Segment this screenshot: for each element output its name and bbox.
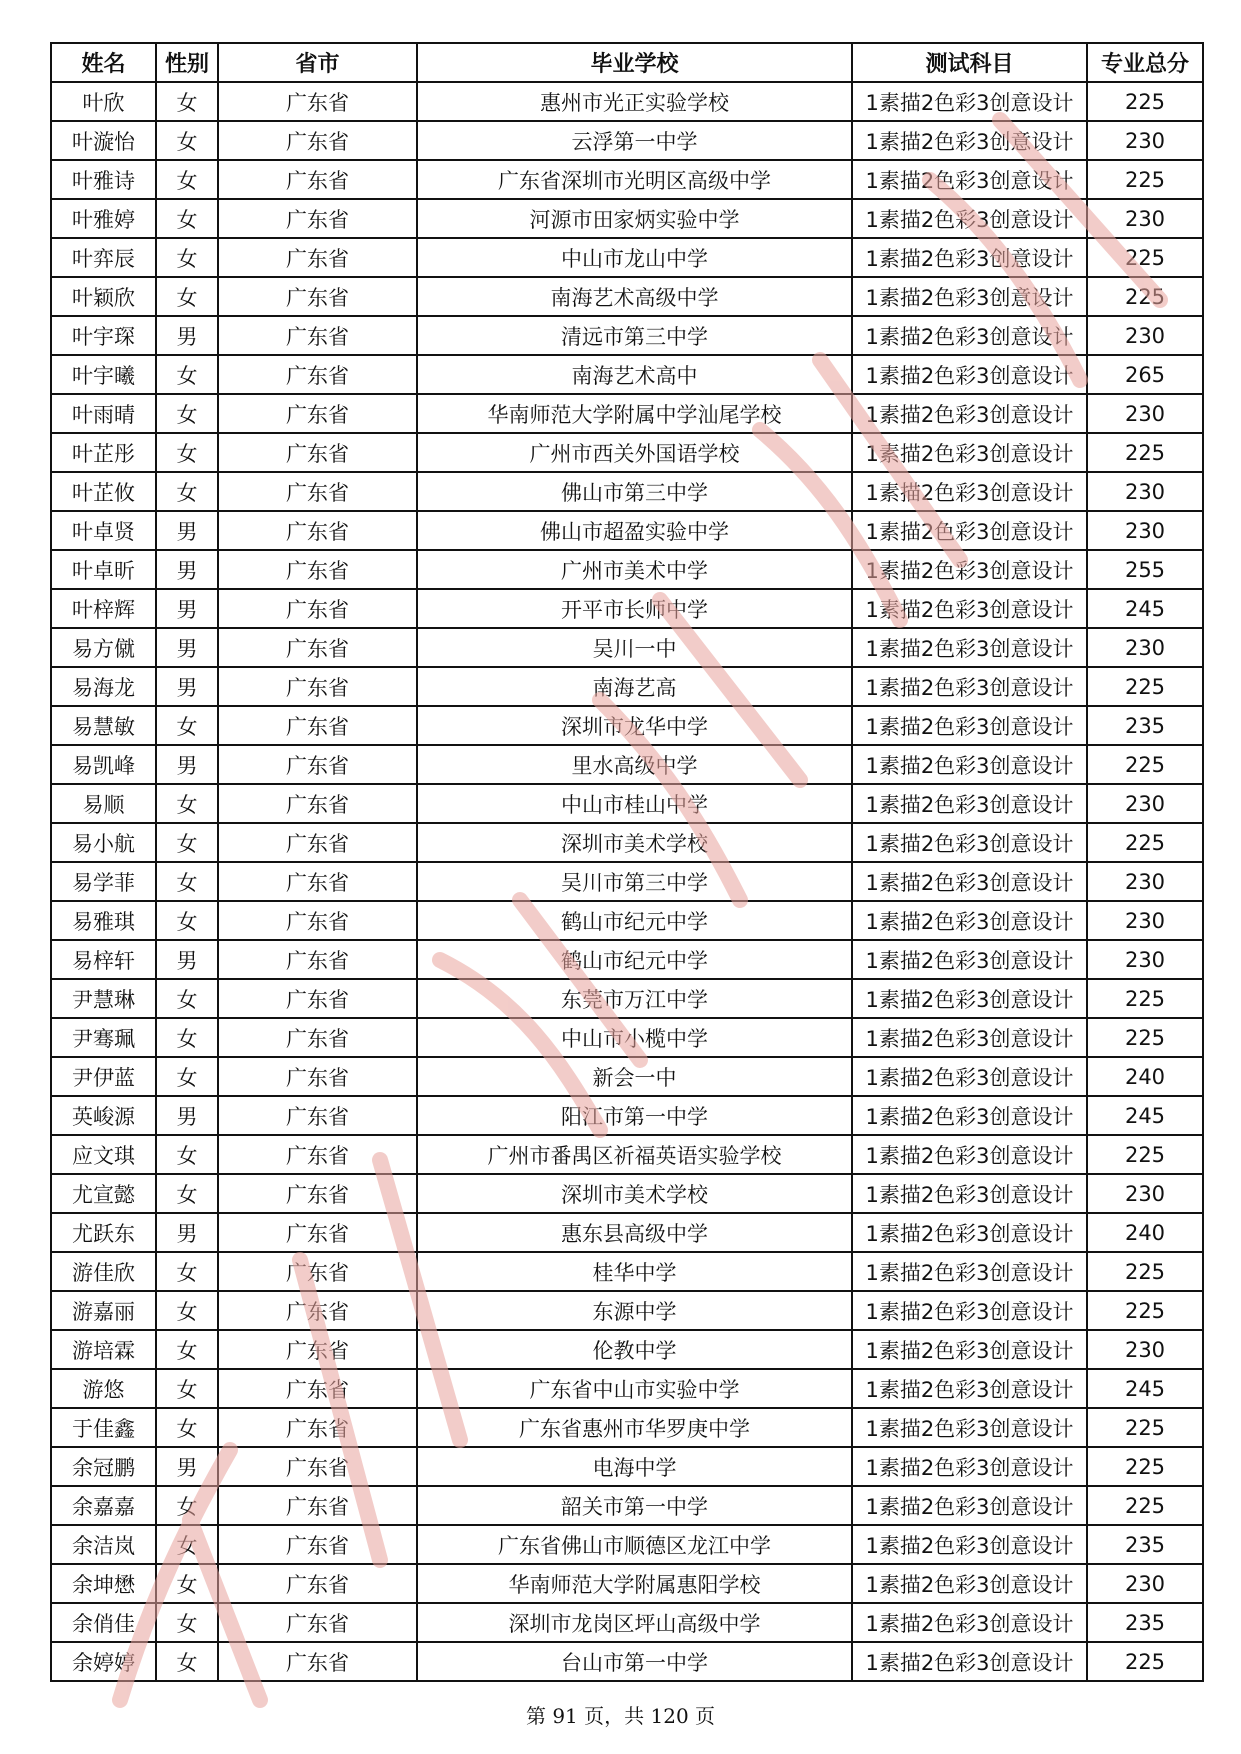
cell-school: 中山市小榄中学: [417, 1018, 852, 1057]
cell-subject: 1素描2色彩3创意设计: [852, 1330, 1087, 1369]
table-row: [51, 238, 1203, 277]
cell-total-score: 240: [1087, 1213, 1203, 1252]
table-row: [51, 1330, 1203, 1369]
cell-subject: 1素描2色彩3创意设计: [852, 784, 1087, 823]
cell-subject: 1素描2色彩3创意设计: [852, 160, 1087, 199]
cell-gender: 男: [156, 511, 218, 550]
cell-gender: 男: [156, 1447, 218, 1486]
cell-subject: 1素描2色彩3创意设计: [852, 82, 1087, 121]
cell-gender: 女: [156, 979, 218, 1018]
cell-subject: 1素描2色彩3创意设计: [852, 1018, 1087, 1057]
cell-school: 深圳市龙华中学: [417, 706, 852, 745]
cell-school: 鹤山市纪元中学: [417, 940, 852, 979]
cell-name: 余俏佳: [51, 1603, 156, 1642]
table-row: [51, 1642, 1203, 1681]
cell-name: 尤跃东: [51, 1213, 156, 1252]
cell-name: 叶宇曦: [51, 355, 156, 394]
table-row: [51, 1096, 1203, 1135]
table-row: [51, 1525, 1203, 1564]
cell-school: 广州市西关外国语学校: [417, 433, 852, 472]
cell-total-score: 225: [1087, 1018, 1203, 1057]
table-row: [51, 901, 1203, 940]
cell-total-score: 235: [1087, 1603, 1203, 1642]
table-row: [51, 1135, 1203, 1174]
cell-subject: 1素描2色彩3创意设计: [852, 355, 1087, 394]
table-row: [51, 979, 1203, 1018]
table-row: [51, 1252, 1203, 1291]
cell-name: 余冠鹏: [51, 1447, 156, 1486]
cell-total-score: 225: [1087, 1252, 1203, 1291]
table-row: [51, 472, 1203, 511]
cell-school: 伦教中学: [417, 1330, 852, 1369]
cell-name: 易慧敏: [51, 706, 156, 745]
table-row: [51, 823, 1203, 862]
cell-gender: 女: [156, 160, 218, 199]
cell-school: 佛山市超盈实验中学: [417, 511, 852, 550]
cell-gender: 女: [156, 1486, 218, 1525]
table-row: [51, 784, 1203, 823]
cell-gender: 女: [156, 238, 218, 277]
cell-province: 广东省: [218, 472, 417, 511]
table-row: [51, 1564, 1203, 1603]
cell-school: 开平市长师中学: [417, 589, 852, 628]
cell-province: 广东省: [218, 862, 417, 901]
header-province: 省市: [218, 43, 417, 82]
cell-name: 叶芷彤: [51, 433, 156, 472]
cell-province: 广东省: [218, 550, 417, 589]
cell-province: 广东省: [218, 823, 417, 862]
table-row: [51, 589, 1203, 628]
cell-total-score: 225: [1087, 823, 1203, 862]
cell-subject: 1素描2色彩3创意设计: [852, 979, 1087, 1018]
cell-province: 广东省: [218, 160, 417, 199]
cell-total-score: 255: [1087, 550, 1203, 589]
table-row: [51, 667, 1203, 706]
cell-name: 叶漩怡: [51, 121, 156, 160]
cell-subject: 1素描2色彩3创意设计: [852, 316, 1087, 355]
table-row: [51, 316, 1203, 355]
cell-school: 桂华中学: [417, 1252, 852, 1291]
cell-school: 清远市第三中学: [417, 316, 852, 355]
cell-school: 佛山市第三中学: [417, 472, 852, 511]
cell-province: 广东省: [218, 433, 417, 472]
cell-name: 叶弈辰: [51, 238, 156, 277]
table-row: [51, 121, 1203, 160]
cell-school: 电海中学: [417, 1447, 852, 1486]
cell-school: 广东省佛山市顺德区龙江中学: [417, 1525, 852, 1564]
cell-gender: 男: [156, 940, 218, 979]
cell-school: 吴川市第三中学: [417, 862, 852, 901]
cell-total-score: 235: [1087, 1525, 1203, 1564]
cell-name: 易海龙: [51, 667, 156, 706]
cell-name: 叶雨晴: [51, 394, 156, 433]
cell-gender: 女: [156, 121, 218, 160]
table-row: [51, 628, 1203, 667]
cell-name: 尹慧琳: [51, 979, 156, 1018]
cell-subject: 1素描2色彩3创意设计: [852, 1408, 1087, 1447]
cell-total-score: 230: [1087, 628, 1203, 667]
cell-school: 东莞市万江中学: [417, 979, 852, 1018]
cell-province: 广东省: [218, 82, 417, 121]
cell-gender: 男: [156, 628, 218, 667]
cell-gender: 女: [156, 433, 218, 472]
cell-name: 叶宇琛: [51, 316, 156, 355]
cell-name: 叶欣: [51, 82, 156, 121]
cell-province: 广东省: [218, 238, 417, 277]
cell-province: 广东省: [218, 1564, 417, 1603]
cell-subject: 1素描2色彩3创意设计: [852, 394, 1087, 433]
cell-school: 台山市第一中学: [417, 1642, 852, 1681]
cell-name: 应文琪: [51, 1135, 156, 1174]
table-row: [51, 862, 1203, 901]
cell-province: 广东省: [218, 628, 417, 667]
results-table-container: [50, 42, 1202, 1682]
cell-province: 广东省: [218, 784, 417, 823]
table-row: [51, 550, 1203, 589]
cell-gender: 女: [156, 1330, 218, 1369]
cell-gender: 男: [156, 589, 218, 628]
cell-name: 叶梓辉: [51, 589, 156, 628]
cell-subject: 1素描2色彩3创意设计: [852, 1564, 1087, 1603]
cell-name: 尤宣懿: [51, 1174, 156, 1213]
cell-province: 广东省: [218, 940, 417, 979]
cell-total-score: 225: [1087, 1642, 1203, 1681]
header-subject: 测试科目: [852, 43, 1087, 82]
cell-total-score: 225: [1087, 745, 1203, 784]
cell-total-score: 225: [1087, 82, 1203, 121]
cell-total-score: 225: [1087, 979, 1203, 1018]
cell-school: 新会一中: [417, 1057, 852, 1096]
cell-total-score: 230: [1087, 901, 1203, 940]
table-row: [51, 277, 1203, 316]
cell-gender: 男: [156, 667, 218, 706]
table-row: [51, 394, 1203, 433]
table-header-row: [51, 43, 1203, 82]
table-row: [51, 1486, 1203, 1525]
cell-gender: 女: [156, 1603, 218, 1642]
cell-school: 东源中学: [417, 1291, 852, 1330]
results-table: [50, 42, 1204, 1682]
cell-name: 叶卓昕: [51, 550, 156, 589]
cell-subject: 1素描2色彩3创意设计: [852, 940, 1087, 979]
table-row: [51, 82, 1203, 121]
cell-province: 广东省: [218, 1057, 417, 1096]
cell-province: 广东省: [218, 1018, 417, 1057]
cell-school: 吴川一中: [417, 628, 852, 667]
cell-gender: 女: [156, 394, 218, 433]
cell-name: 叶卓贤: [51, 511, 156, 550]
cell-school: 云浮第一中学: [417, 121, 852, 160]
table-row: [51, 1213, 1203, 1252]
cell-name: 尹伊蓝: [51, 1057, 156, 1096]
cell-province: 广东省: [218, 1642, 417, 1681]
cell-gender: 女: [156, 1135, 218, 1174]
cell-total-score: 230: [1087, 472, 1203, 511]
cell-school: 南海艺高: [417, 667, 852, 706]
page-footer: 第 91 页，共 120 页: [525, 1704, 716, 1728]
cell-total-score: 230: [1087, 199, 1203, 238]
cell-school: 南海艺术高中: [417, 355, 852, 394]
cell-subject: 1素描2色彩3创意设计: [852, 1447, 1087, 1486]
cell-subject: 1素描2色彩3创意设计: [852, 589, 1087, 628]
cell-name: 余婷婷: [51, 1642, 156, 1681]
cell-subject: 1素描2色彩3创意设计: [852, 238, 1087, 277]
cell-school: 中山市龙山中学: [417, 238, 852, 277]
cell-subject: 1素描2色彩3创意设计: [852, 277, 1087, 316]
header-name: 姓名: [51, 43, 156, 82]
cell-total-score: 230: [1087, 862, 1203, 901]
cell-total-score: 230: [1087, 121, 1203, 160]
cell-province: 广东省: [218, 706, 417, 745]
cell-subject: 1素描2色彩3创意设计: [852, 1213, 1087, 1252]
cell-province: 广东省: [218, 1252, 417, 1291]
table-row: [51, 1174, 1203, 1213]
cell-school: 韶关市第一中学: [417, 1486, 852, 1525]
table-row: [51, 199, 1203, 238]
cell-name: 英峻源: [51, 1096, 156, 1135]
cell-school: 河源市田家炳实验中学: [417, 199, 852, 238]
cell-subject: 1素描2色彩3创意设计: [852, 121, 1087, 160]
cell-total-score: 245: [1087, 1369, 1203, 1408]
table-row: [51, 745, 1203, 784]
table-body: [51, 82, 1203, 1681]
cell-total-score: 230: [1087, 1330, 1203, 1369]
cell-gender: 女: [156, 355, 218, 394]
cell-province: 广东省: [218, 1369, 417, 1408]
cell-name: 叶雅婷: [51, 199, 156, 238]
cell-gender: 男: [156, 1213, 218, 1252]
cell-name: 易方僦: [51, 628, 156, 667]
cell-gender: 男: [156, 1096, 218, 1135]
cell-gender: 女: [156, 1564, 218, 1603]
header-total-score: 专业总分: [1087, 43, 1203, 82]
cell-gender: 女: [156, 472, 218, 511]
cell-gender: 女: [156, 784, 218, 823]
cell-subject: 1素描2色彩3创意设计: [852, 511, 1087, 550]
cell-subject: 1素描2色彩3创意设计: [852, 706, 1087, 745]
cell-total-score: 225: [1087, 667, 1203, 706]
cell-name: 易学菲: [51, 862, 156, 901]
cell-total-score: 230: [1087, 940, 1203, 979]
cell-total-score: 225: [1087, 1408, 1203, 1447]
cell-name: 游佳欣: [51, 1252, 156, 1291]
cell-subject: 1素描2色彩3创意设计: [852, 1174, 1087, 1213]
cell-gender: 女: [156, 1369, 218, 1408]
cell-province: 广东省: [218, 901, 417, 940]
header-gender: 性别: [156, 43, 218, 82]
cell-school: 深圳市美术学校: [417, 1174, 852, 1213]
cell-total-score: 225: [1087, 160, 1203, 199]
cell-province: 广东省: [218, 1408, 417, 1447]
cell-school: 广州市番禺区祈福英语实验学校: [417, 1135, 852, 1174]
cell-school: 鹤山市纪元中学: [417, 901, 852, 940]
cell-school: 深圳市美术学校: [417, 823, 852, 862]
cell-total-score: 225: [1087, 1135, 1203, 1174]
cell-province: 广东省: [218, 589, 417, 628]
cell-gender: 女: [156, 1642, 218, 1681]
cell-gender: 女: [156, 901, 218, 940]
cell-name: 游嘉丽: [51, 1291, 156, 1330]
cell-gender: 女: [156, 199, 218, 238]
cell-subject: 1素描2色彩3创意设计: [852, 823, 1087, 862]
cell-school: 华南师范大学附属中学汕尾学校: [417, 394, 852, 433]
cell-province: 广东省: [218, 1135, 417, 1174]
cell-gender: 女: [156, 1525, 218, 1564]
cell-name: 叶颖欣: [51, 277, 156, 316]
cell-name: 易小航: [51, 823, 156, 862]
cell-province: 广东省: [218, 1213, 417, 1252]
table-row: [51, 706, 1203, 745]
cell-total-score: 240: [1087, 1057, 1203, 1096]
cell-gender: 女: [156, 1252, 218, 1291]
cell-name: 叶雅诗: [51, 160, 156, 199]
cell-total-score: 245: [1087, 589, 1203, 628]
cell-total-score: 235: [1087, 706, 1203, 745]
cell-subject: 1素描2色彩3创意设计: [852, 1486, 1087, 1525]
header-school: 毕业学校: [417, 43, 852, 82]
cell-province: 广东省: [218, 1330, 417, 1369]
cell-total-score: 230: [1087, 784, 1203, 823]
cell-school: 深圳市龙岗区坪山高级中学: [417, 1603, 852, 1642]
cell-gender: 女: [156, 277, 218, 316]
cell-total-score: 225: [1087, 1447, 1203, 1486]
cell-subject: 1素描2色彩3创意设计: [852, 1135, 1087, 1174]
cell-total-score: 225: [1087, 238, 1203, 277]
cell-name: 于佳鑫: [51, 1408, 156, 1447]
table-row: [51, 1057, 1203, 1096]
cell-school: 南海艺术高级中学: [417, 277, 852, 316]
cell-school: 广东省惠州市华罗庚中学: [417, 1408, 852, 1447]
cell-name: 游悠: [51, 1369, 156, 1408]
cell-total-score: 265: [1087, 355, 1203, 394]
cell-subject: 1素描2色彩3创意设计: [852, 862, 1087, 901]
cell-gender: 女: [156, 862, 218, 901]
cell-province: 广东省: [218, 667, 417, 706]
cell-total-score: 245: [1087, 1096, 1203, 1135]
cell-province: 广东省: [218, 1447, 417, 1486]
cell-province: 广东省: [218, 1525, 417, 1564]
cell-gender: 女: [156, 706, 218, 745]
cell-subject: 1素描2色彩3创意设计: [852, 433, 1087, 472]
cell-school: 惠州市光正实验学校: [417, 82, 852, 121]
cell-subject: 1素描2色彩3创意设计: [852, 1096, 1087, 1135]
cell-gender: 男: [156, 316, 218, 355]
cell-subject: 1素描2色彩3创意设计: [852, 199, 1087, 238]
table-row: [51, 1408, 1203, 1447]
cell-total-score: 230: [1087, 1564, 1203, 1603]
table-row: [51, 160, 1203, 199]
cell-subject: 1素描2色彩3创意设计: [852, 1369, 1087, 1408]
cell-total-score: 225: [1087, 1486, 1203, 1525]
cell-name: 余洁岚: [51, 1525, 156, 1564]
cell-subject: 1素描2色彩3创意设计: [852, 901, 1087, 940]
cell-name: 易梓轩: [51, 940, 156, 979]
cell-gender: 女: [156, 1018, 218, 1057]
cell-province: 广东省: [218, 1174, 417, 1213]
cell-subject: 1素描2色彩3创意设计: [852, 667, 1087, 706]
cell-gender: 女: [156, 1291, 218, 1330]
cell-name: 余嘉嘉: [51, 1486, 156, 1525]
cell-total-score: 230: [1087, 511, 1203, 550]
cell-name: 易凯峰: [51, 745, 156, 784]
table-row: [51, 433, 1203, 472]
cell-subject: 1素描2色彩3创意设计: [852, 1642, 1087, 1681]
cell-province: 广东省: [218, 394, 417, 433]
cell-gender: 女: [156, 1408, 218, 1447]
cell-total-score: 230: [1087, 394, 1203, 433]
cell-subject: 1素描2色彩3创意设计: [852, 1291, 1087, 1330]
cell-name: 余坤懋: [51, 1564, 156, 1603]
table-row: [51, 1603, 1203, 1642]
cell-gender: 男: [156, 550, 218, 589]
cell-gender: 女: [156, 82, 218, 121]
cell-name: 尹骞珮: [51, 1018, 156, 1057]
cell-name: 易雅琪: [51, 901, 156, 940]
cell-subject: 1素描2色彩3创意设计: [852, 745, 1087, 784]
cell-school: 中山市桂山中学: [417, 784, 852, 823]
table-row: [51, 940, 1203, 979]
table-row: [51, 355, 1203, 394]
cell-school: 广州市美术中学: [417, 550, 852, 589]
cell-province: 广东省: [218, 277, 417, 316]
cell-subject: 1素描2色彩3创意设计: [852, 1525, 1087, 1564]
cell-total-score: 225: [1087, 1291, 1203, 1330]
cell-gender: 女: [156, 1057, 218, 1096]
table-row: [51, 1291, 1203, 1330]
cell-total-score: 225: [1087, 277, 1203, 316]
cell-gender: 女: [156, 823, 218, 862]
cell-name: 游培霖: [51, 1330, 156, 1369]
cell-school: 惠东县高级中学: [417, 1213, 852, 1252]
table-row: [51, 511, 1203, 550]
cell-gender: 女: [156, 1174, 218, 1213]
cell-province: 广东省: [218, 511, 417, 550]
cell-subject: 1素描2色彩3创意设计: [852, 628, 1087, 667]
cell-province: 广东省: [218, 316, 417, 355]
cell-name: 易顺: [51, 784, 156, 823]
cell-subject: 1素描2色彩3创意设计: [852, 550, 1087, 589]
cell-subject: 1素描2色彩3创意设计: [852, 1057, 1087, 1096]
cell-name: 叶芷攸: [51, 472, 156, 511]
table-row: [51, 1369, 1203, 1408]
cell-province: 广东省: [218, 979, 417, 1018]
cell-total-score: 230: [1087, 316, 1203, 355]
cell-province: 广东省: [218, 1096, 417, 1135]
cell-subject: 1素描2色彩3创意设计: [852, 1252, 1087, 1291]
cell-school: 阳江市第一中学: [417, 1096, 852, 1135]
cell-gender: 男: [156, 745, 218, 784]
cell-school: 里水高级中学: [417, 745, 852, 784]
cell-province: 广东省: [218, 199, 417, 238]
cell-province: 广东省: [218, 1291, 417, 1330]
table-row: [51, 1447, 1203, 1486]
cell-province: 广东省: [218, 355, 417, 394]
cell-province: 广东省: [218, 1486, 417, 1525]
cell-total-score: 225: [1087, 433, 1203, 472]
cell-school: 广东省深圳市光明区高级中学: [417, 160, 852, 199]
cell-school: 广东省中山市实验中学: [417, 1369, 852, 1408]
table-row: [51, 1018, 1203, 1057]
cell-subject: 1素描2色彩3创意设计: [852, 1603, 1087, 1642]
cell-province: 广东省: [218, 121, 417, 160]
cell-school: 华南师范大学附属惠阳学校: [417, 1564, 852, 1603]
cell-province: 广东省: [218, 1603, 417, 1642]
cell-province: 广东省: [218, 745, 417, 784]
cell-subject: 1素描2色彩3创意设计: [852, 472, 1087, 511]
cell-total-score: 230: [1087, 1174, 1203, 1213]
